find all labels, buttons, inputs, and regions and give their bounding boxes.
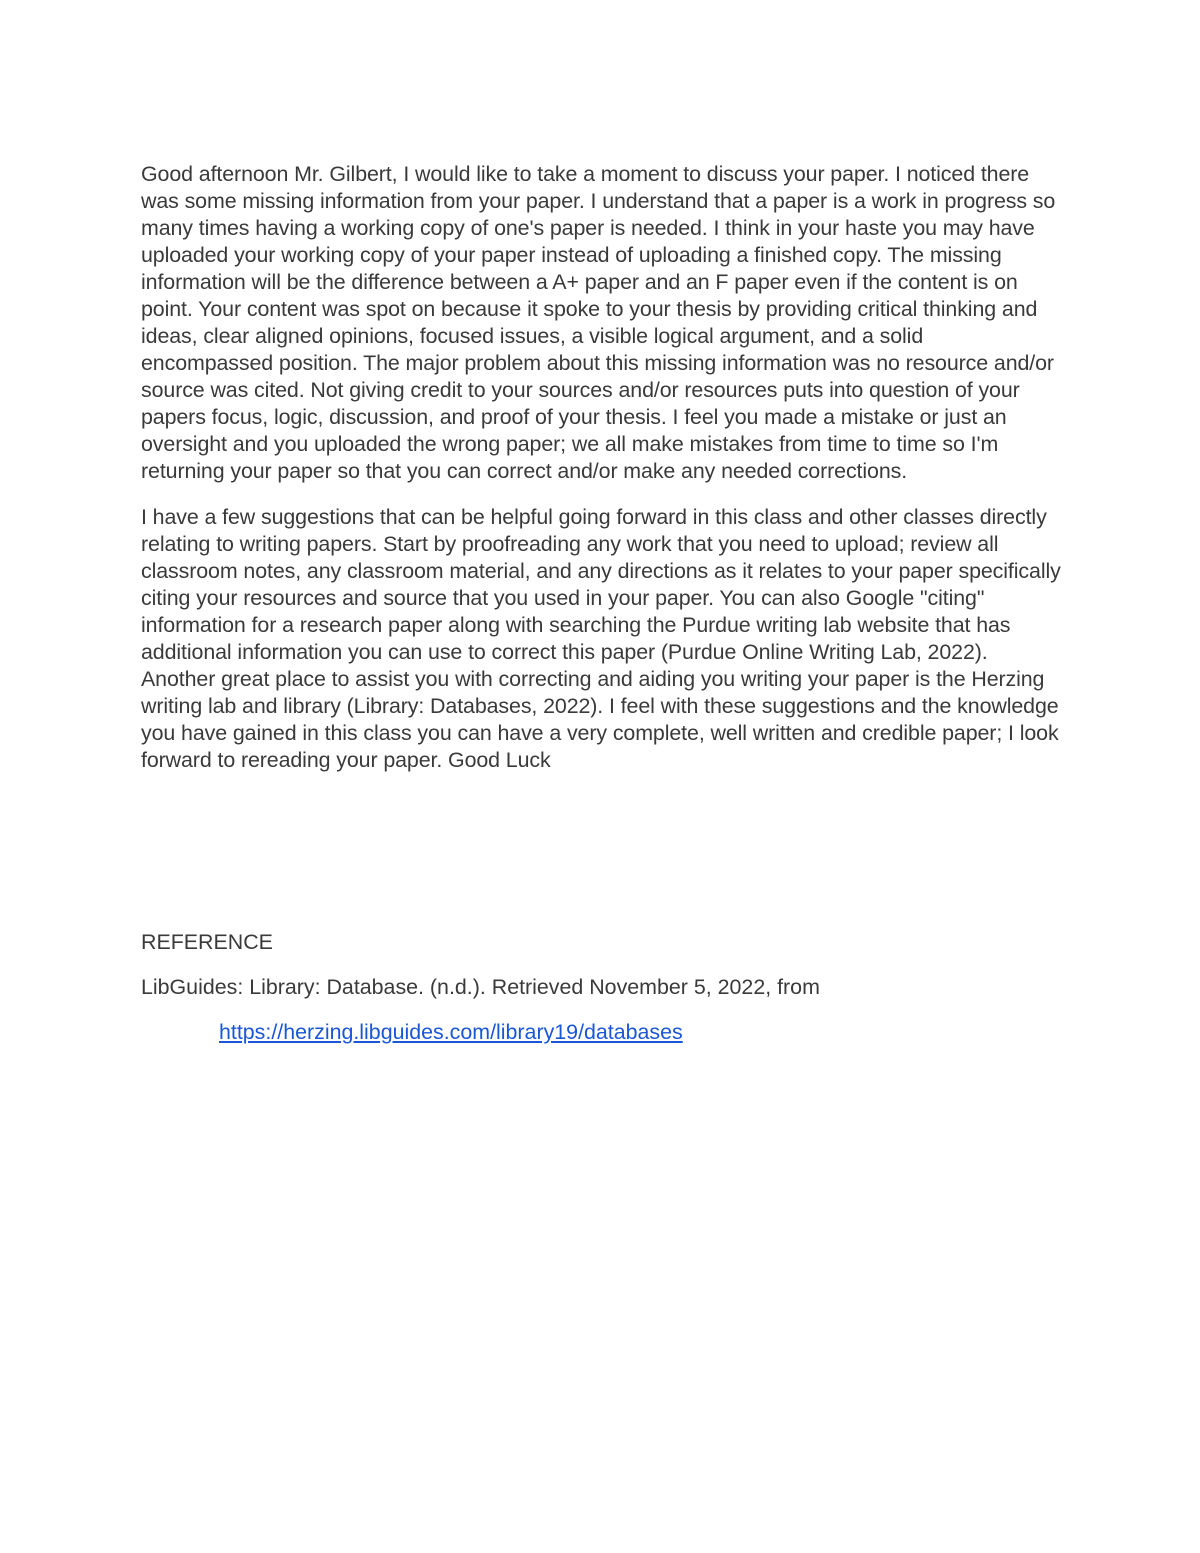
reference-heading: REFERENCE xyxy=(141,930,273,954)
reference-citation: LibGuides: Library: Database. (n.d.). Retrieved November 5, 2022, from xyxy=(141,975,820,999)
paragraph-feedback: Good afternoon Mr. Gilbert, I would like to take a moment to discuss your paper. I noticed there was some missing information from your paper. I understand that a paper is a work in progress so many times having a working copy of one's paper is needed. I think in your haste you may have uploaded your working copy of your paper instead of uploading a finished copy. The missing information will be the difference between a A+ paper and an F paper even if the content is on point. Your content was spot on because it spoke to your thesis by providing critical thinking and ideas, clear aligned opinions, focused issues, a visible logical argument, and a solid encompassed position. The major problem about this missing information was no resource and/or source was cited. Not giving credit to your sources and/or resources puts into question of your papers focus, logic, discussion, and proof of your thesis. I feel you made a mistake or just an oversight and you uploaded the wrong paper; we all make mistakes from time to time so I'm returning your paper so that you can correct and/or make any needed corrections. xyxy=(141,162,1056,483)
reference-link[interactable]: https://herzing.libguides.com/library19/databases xyxy=(219,1020,683,1044)
letter-body xyxy=(141,161,1061,793)
paragraph-suggestions: I have a few suggestions that can be helpful going forward in this class and other classes directly relating to writing papers. Start by proofreading any work that you need to upload; review all classroom notes, any classroom material, and any directions as it relates to your paper specifically citing your resources and source that you used in your paper. You can also Google "citing" information for a research paper along with searching the Purdue writing lab website that has additional information you can use to correct this paper (Purdue Online Writing Lab, 2022). Another great place to assist you with correcting and aiding you writing your paper is the Herzing writing lab and library (Library: Databases, 2022). I feel with these suggestions and the knowledge you have gained in this class you can have a very complete, well written and credible paper; I look forward to rereading your paper. Good Luck xyxy=(141,505,1061,772)
